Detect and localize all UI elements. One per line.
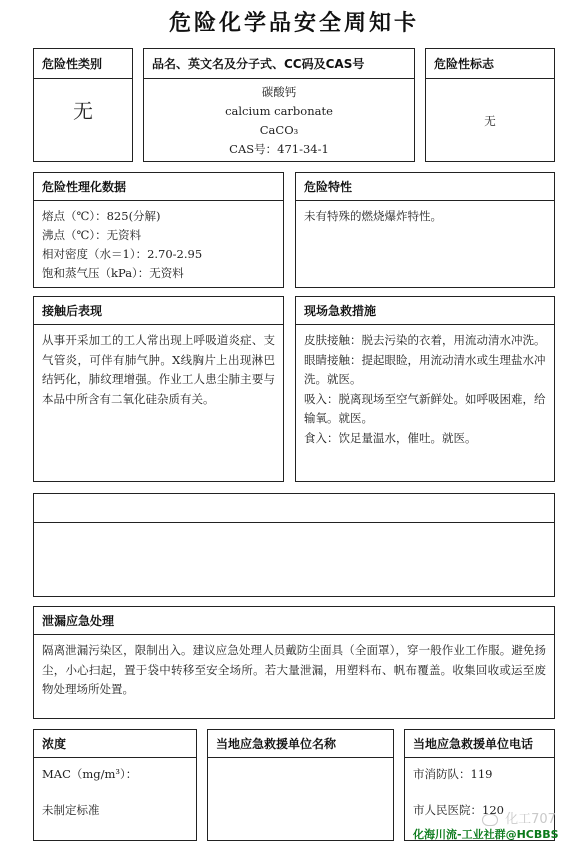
- identity-header: 品名、英文名及分子式、CC码及CAS号: [144, 49, 414, 79]
- hazard-category-value: 无: [73, 99, 93, 123]
- leak-box: [33, 606, 555, 719]
- watermark-logo: [482, 808, 556, 827]
- first-aid-inhalation: 吸入：脱离现场至空气新鲜处。如呼吸困难，给输氧。就医。: [304, 391, 546, 425]
- relative-density: 相对密度（水＝1）：2.70-2.95: [42, 247, 203, 261]
- hospital-phone: 市人民医院：120: [413, 803, 504, 817]
- cas-number: CAS号：471-34-1: [229, 142, 329, 156]
- first-aid-eyes: 眼睛接触：提起眼睑，用流动清水或生理盐水冲洗。就医。: [304, 352, 546, 386]
- first-aid-header: 现场急救措施: [296, 297, 554, 325]
- first-aid-list: [304, 331, 546, 448]
- vapor-pressure: 饱和蒸气压（kPa）：无资料: [42, 266, 184, 280]
- concentration-header: 浓度: [34, 730, 196, 758]
- chemical-formula: CaCO₃: [259, 123, 299, 137]
- watermark-green-text: 化海川流-工业社群@HCBBS: [413, 828, 559, 841]
- mac-label: MAC（mg/m³）：: [42, 767, 138, 781]
- physchem-box: [33, 172, 284, 288]
- leak-text: 隔离泄漏污染区，限制出入。建议应急处理人员戴防尘面具（全面罩），穿一般作业工作服。避免扬尘，小心扫起，置于袋中转移至安全场所。若大量泄漏，用塑料布、帆布覆盖。收集回收或运至废物处理场所处置。: [42, 643, 546, 696]
- first-aid-ingestion: 食入：饮足量温水，催吐。就医。: [304, 430, 477, 445]
- hazard-category-header: 危险性类别: [34, 49, 132, 79]
- blank-section: [33, 493, 555, 597]
- hazard-props-box: [295, 172, 555, 288]
- fire-brigade-phone: 市消防队：119: [413, 767, 493, 781]
- concentration-box: [33, 729, 197, 841]
- physchem-lines: [42, 207, 275, 283]
- exposure-text: 从事开采加工的工人常出现上呼吸道炎症、支气管炎，可伴有肺气肿。X线胸片上出现淋巴结钙化，肺纹理增强。作业工人患尘肺主要与本品中所含有二氧化硅杂质有关。: [42, 333, 275, 406]
- chemical-name-cn: 碳酸钙: [261, 85, 297, 99]
- identity-content: [144, 83, 414, 159]
- watermark-chat-icon: [482, 814, 498, 826]
- boiling-point: 沸点（℃）：无资料: [42, 228, 142, 242]
- melting-point: 熔点（℃）：825(分解): [42, 209, 161, 223]
- physchem-header: 危险性理化数据: [34, 173, 283, 201]
- watermark-gray-text: 化工707: [505, 812, 556, 827]
- mac-value: 未制定标准: [42, 803, 100, 817]
- first-aid-skin: 皮肤接触：脱去污染的衣着，用流动清水冲洗。: [304, 333, 546, 347]
- leak-header: 泄漏应急处理: [34, 607, 554, 635]
- phone-header: 当地应急救援单位电话: [405, 730, 554, 758]
- local-unit-box: [207, 729, 394, 841]
- exposure-header: 接触后表现: [34, 297, 283, 325]
- hazard-category-box: [33, 48, 133, 162]
- exposure-box: [33, 296, 284, 482]
- page-title: 危险化学品安全周知卡: [168, 11, 419, 36]
- hazard-props-text: 未有特殊的燃烧爆炸特性。: [304, 209, 442, 223]
- hazard-sign-header: 危险性标志: [426, 49, 554, 79]
- local-unit-header: 当地应急救援单位名称: [208, 730, 393, 758]
- hazard-props-header: 危险特性: [296, 173, 554, 201]
- blank-section-divider: [34, 522, 554, 523]
- first-aid-box: [295, 296, 555, 482]
- hazard-sign-box: [425, 48, 555, 162]
- hazard-sign-value: 无: [484, 114, 496, 128]
- identity-box: [143, 48, 415, 162]
- chemical-name-en: calcium carbonate: [225, 104, 333, 118]
